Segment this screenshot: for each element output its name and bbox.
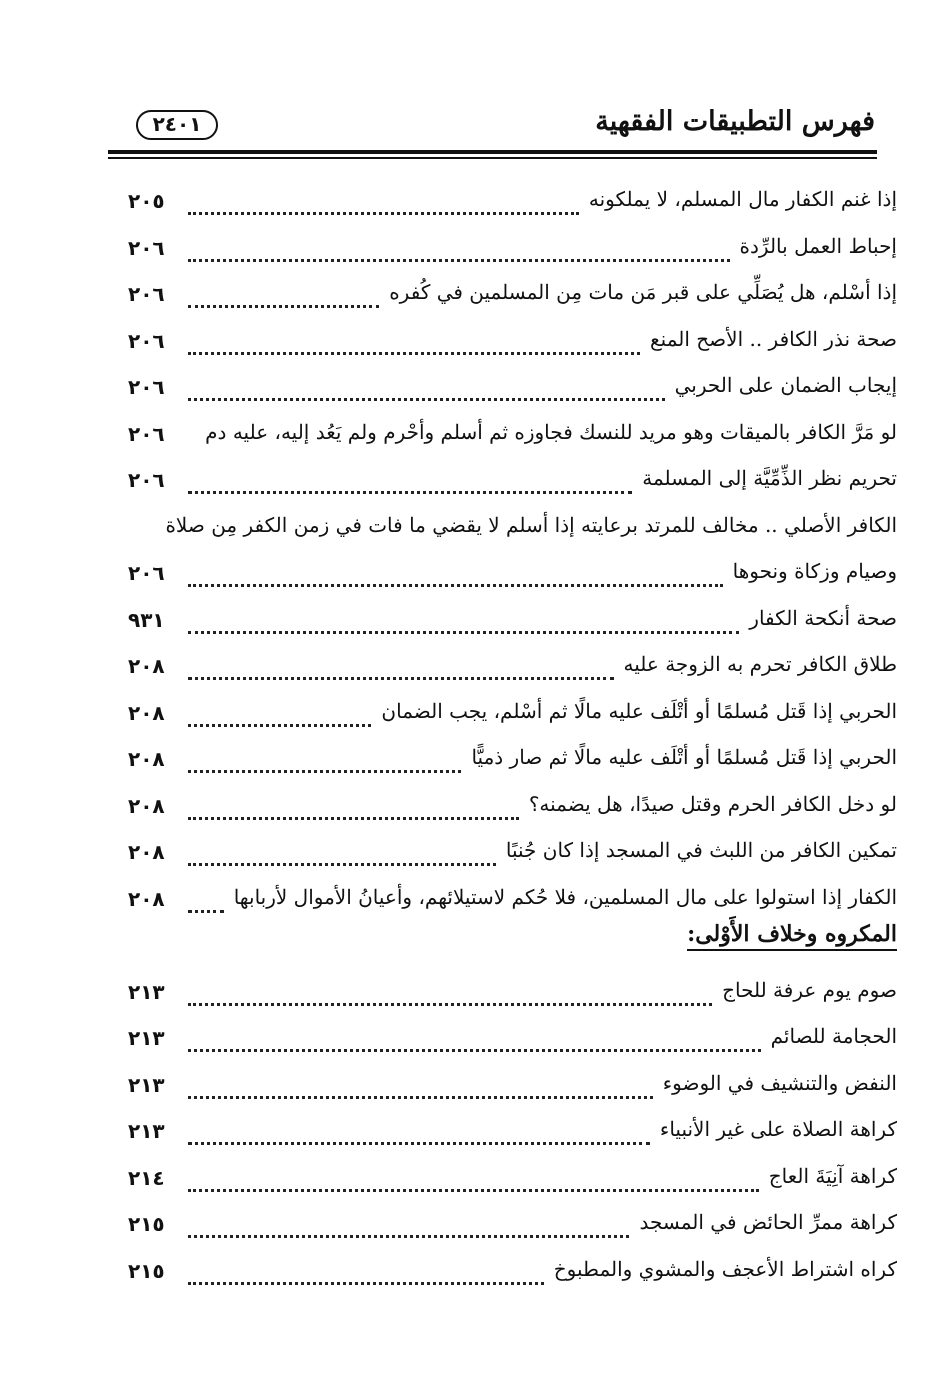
index-entry [128,834,897,874]
entry-page-number: ٢٠٦ [128,235,165,260]
entry-title: إيجاب الضمان على الحربي [674,373,897,397]
entry-title: صحة أنكحة الكفار [749,605,897,630]
leader-dots [188,398,665,401]
leader-dots [188,724,371,727]
leader-dots [188,352,640,355]
leader-dots [188,212,579,215]
entry-page-number: ٢١٥ [128,1212,165,1236]
entry-title: الكفار إذا استولوا على مال المسلمين، فلا حُكم لاستيلائهم، وأعيانُ الأموال لأربابها [233,884,897,909]
entry-title: وصيام وزكاة ونحوها [732,559,897,583]
entry-page-number: ٢٠٨ [128,886,165,911]
leader-dots [188,863,496,866]
leader-dots [188,305,379,308]
index-entry [128,183,897,223]
entry-title: النفض والتنشيف في الوضوء [662,1070,897,1095]
entry-page-number: ٢١٣ [128,979,165,1004]
leader-dots [188,1189,759,1192]
entry-title: تحريم نظر الذِّمِّيَّة إلى المسلمة [642,466,897,490]
entry-title: صوم يوم عرفة للحاج [722,977,897,1002]
leader-dots [188,1049,761,1052]
leader-dots [188,1096,653,1099]
leader-dots [188,770,461,773]
entry-page-number: ٢١٣ [128,1072,165,1097]
index-entry [128,276,897,316]
leader-dots [188,1003,712,1006]
entry-page-number: ٢٠٦ [128,421,165,446]
entry-page-number: ٢٠٦ [128,561,165,585]
index-entry [128,974,897,1014]
index-entry [128,881,897,921]
index-entry [128,1113,897,1153]
entry-page-number: ٢١٣ [128,1026,165,1050]
entry-title: الحربي إذا قَتل مُسلمًا أو أتْلَف عليه مالًا ثم صار ذميًّا [471,745,897,769]
entry-page-number: ٢١٤ [128,1165,165,1190]
index-entry [128,788,897,828]
leader-dots [188,677,614,680]
entry-title: الحجامة للصائم [770,1024,897,1048]
entry-title: الحربي إذا قَتل مُسلمًا أو أتْلَف عليه مالًا ثم أسْلم، يجب الضمان [381,698,897,723]
index-entry [128,230,897,270]
leader-dots [188,910,224,913]
leader-dots [188,817,519,820]
entry-page-number: ٢٠٦ [128,328,165,353]
entry-page-number: ٢٠٦ [128,375,165,399]
index-entry [128,555,897,595]
section-heading-text: المكروه وخلاف الأَوْلى: [687,921,897,951]
entry-page-number: ٢٠٥ [128,189,165,213]
index-entry [128,602,897,642]
entry-title: إذا غنم الكفار مال المسلم، لا يملكونه [588,187,897,211]
index-entry [128,1206,897,1246]
entry-title: كراهة الصلاة على غير الأنبياء [659,1117,897,1141]
entry-title: كراهة آنِيَةَ العاج [768,1163,897,1188]
entry-page-number: ٢٠٦ [128,468,165,492]
index-entry [128,1067,897,1107]
leader-dots [188,631,739,634]
index-entry [128,323,897,363]
entry-title: كراهة ممرِّ الحائض في المسجد [639,1210,897,1234]
index-entry [128,1160,897,1200]
leader-dots [188,584,723,587]
leader-dots [188,491,632,494]
index-entry [128,695,897,735]
page-number-badge: ٢٤٠١ [136,110,218,140]
index-entry [128,369,897,409]
entry-title-line1: الكافر الأصلي .. مخالف للمرتد برعايته إذا أسلم لا يقضي ما فات في زمن الكفر مِن صلاة [165,512,897,537]
entry-page-number: ٢٠٨ [128,747,165,771]
index-entry [128,1253,897,1293]
entry-title: كراه اشتراط الأعجف والمشوي والمطبوخ [553,1256,897,1281]
page-title: فهرس التطبيقات الفقهية [595,106,875,137]
leader-dots [188,1142,650,1145]
entry-page-number: ٢٠٨ [128,654,165,678]
index-entry [128,462,897,502]
entry-page-number: ٢٠٨ [128,793,165,818]
index-entry [128,416,897,456]
index-entry [128,1020,897,1060]
leader-dots [188,1235,629,1238]
entry-page-number: ٢١٥ [128,1258,165,1283]
entry-title: تمكين الكافر من اللبث في المسجد إذا كان جُنبًا [505,838,897,862]
section-heading [687,921,897,959]
entry-title: إحباط العمل بالرِّدة [739,233,897,258]
index-entry [128,741,897,781]
entry-page-number: ٢٠٦ [128,282,165,306]
entry-title: صحة نذر الكافر .. الأصح المنع [650,326,897,351]
entry-title: إذا أسْلم، هل يُصَلِّي على قبر مَن مات مِن المسلمين في كُفره [389,280,897,304]
leader-dots [188,259,730,262]
leader-dots [188,1282,544,1285]
entry-page-number: ٢١٣ [128,1119,165,1143]
entry-page-number: ٩٣١ [128,607,165,632]
index-entry-line [150,509,897,549]
entry-page-number: ٢٠٨ [128,700,165,725]
index-entry [128,648,897,688]
entry-page-number: ٢٠٨ [128,840,165,864]
entry-title: طلاق الكافر تحرم به الزوجة عليه [623,652,897,676]
entry-title: لو دخل الكافر الحرم وقتل صيدًا، هل يضمنه؟ [528,791,897,816]
entry-title: لو مَرَّ الكافر بالميقات وهو مريد للنسك فجاوزه ثم أسلم وأحْرم ولم يَعُد إليه، عليه دم [205,419,897,444]
